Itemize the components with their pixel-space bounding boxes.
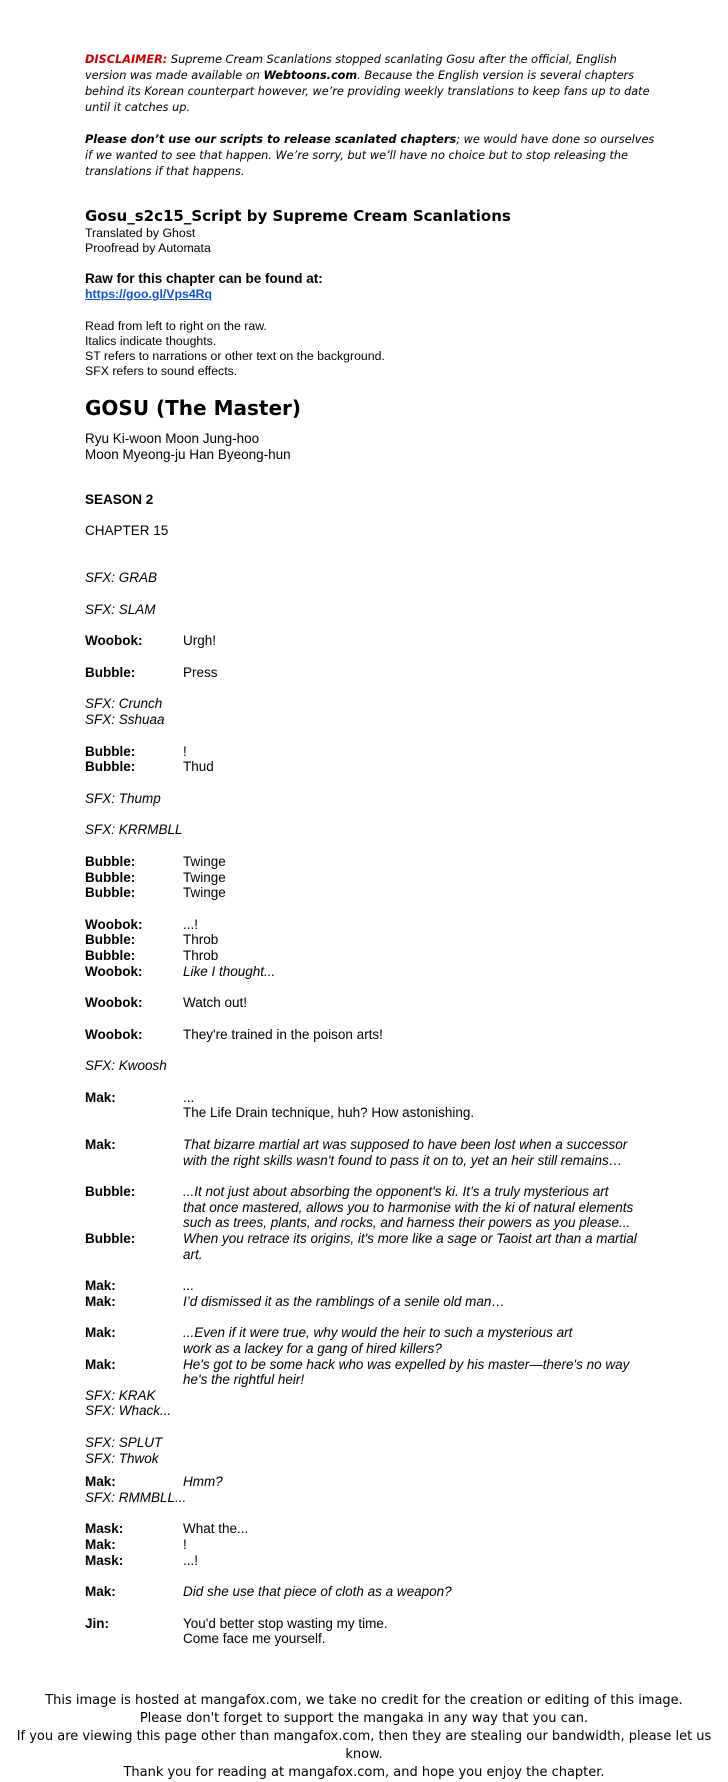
dialogue-line — [85, 917, 655, 933]
script-block — [85, 1278, 655, 1309]
script-block — [85, 822, 655, 838]
speaker-label: Mak: — [85, 1474, 116, 1490]
disclaimer-text-b: . Because the English version is several chapters behind its Korean counterpart however, we’re providing weekly translations to keep fans up to date until it catches up. — [85, 69, 650, 114]
disclaimer-warning-bold: Please don’t use our scripts to release scanlated chapters — [85, 133, 457, 146]
speaker-label: Mak: — [85, 1356, 116, 1372]
dialogue-text: Throb — [183, 932, 219, 948]
dialogue-line — [85, 1027, 655, 1043]
dialogue-line — [85, 885, 655, 901]
script-block — [85, 1435, 655, 1466]
reading-notes — [85, 319, 655, 379]
dialogue-text: When you retrace its origins, it's more like a sage or Taoist art than a martial art. — [183, 1231, 637, 1262]
script-block — [85, 1474, 655, 1505]
disclaimer-text-a: Supreme Cream Scanlations stopped scanlating Gosu after the official, English version was made available on — [85, 53, 617, 82]
dialogue-line — [85, 1521, 655, 1537]
dialogue-line — [85, 1584, 655, 1600]
dialogue-line — [85, 964, 655, 980]
script-block — [85, 633, 655, 649]
speaker-label: Woobok: — [85, 916, 143, 932]
dialogue-text: I’d dismissed it as the ramblings of a senile old man… — [183, 1293, 505, 1309]
dialogue-line — [85, 1474, 655, 1490]
speaker-label: Woobok: — [85, 995, 143, 1011]
sfx-line: SFX: Thwok — [85, 1450, 159, 1466]
speaker-label: Mak: — [85, 1278, 116, 1294]
script-block — [85, 1616, 655, 1647]
script-block — [85, 1090, 655, 1121]
dialogue-text: Hmm? — [183, 1474, 223, 1490]
raw-link[interactable]: https://goo.gl/Vps4Rq — [85, 287, 213, 301]
script-block — [85, 1584, 655, 1600]
script-title: Gosu_s2c15_Script by Supreme Cream Scanlations — [85, 207, 511, 225]
translator-credit: Translated by Ghost — [85, 226, 196, 240]
dialogue-line — [85, 759, 655, 775]
speaker-label: Mak: — [85, 1293, 116, 1309]
footer-line: Thank you for reading at mangafox.com, and hope you enjoy the chapter. — [123, 1765, 605, 1780]
note-line: ST refers to narrations or other text on the background. — [85, 349, 385, 363]
speaker-label: Bubble: — [85, 743, 136, 759]
sfx-line: SFX: Whack... — [85, 1403, 172, 1419]
speaker-label: Mask: — [85, 1521, 124, 1537]
sfx-line: SFX: KRRMBLL — [85, 822, 183, 838]
note-line: Italics indicate thoughts. — [85, 334, 217, 348]
dialogue-text: ...! — [183, 1552, 199, 1568]
dialogue-line — [85, 932, 655, 948]
dialogue-text: ... — [183, 1278, 195, 1294]
script-block — [85, 854, 655, 901]
footer-line: Please don't forget to support the mangaka in any way that you can. — [139, 1711, 589, 1726]
sfx-line: SFX: RMMBLL... — [85, 1489, 187, 1505]
speaker-label: Bubble: — [85, 947, 136, 963]
speaker-label: Bubble: — [85, 1184, 136, 1200]
disclaimer-paragraph — [85, 52, 655, 116]
dialogue-line — [85, 1325, 655, 1356]
script-block — [85, 1027, 655, 1043]
disclaimer-label: DISCLAIMER: — [85, 53, 168, 66]
sfx-line: SFX: SLAM — [85, 601, 156, 617]
script-block — [85, 1137, 655, 1168]
raw-heading: Raw for this chapter can be found at: — [85, 271, 323, 286]
script-block — [85, 1058, 655, 1074]
speaker-label: Bubble: — [85, 759, 136, 775]
dialogue-text: You'd better stop wasting my time. Come face me yourself. — [183, 1615, 388, 1647]
script-block — [85, 791, 655, 807]
script-block — [85, 744, 655, 775]
dialogue-text: ... The Life Drain technique, huh? How astonishing. — [183, 1089, 475, 1121]
series-title: GOSU (The Master) — [85, 396, 302, 420]
sfx-line: SFX: KRAK — [85, 1387, 156, 1403]
speaker-label: Bubble: — [85, 869, 136, 885]
script-block — [85, 570, 655, 586]
speaker-label: Bubble: — [85, 664, 136, 680]
script-block — [85, 1325, 655, 1419]
sfx-line: SFX: GRAB — [85, 570, 158, 585]
dialogue-line — [85, 1553, 655, 1569]
dialogue-line — [85, 948, 655, 964]
speaker-label: Mak: — [85, 1325, 116, 1341]
speaker-label: Mak: — [85, 1089, 116, 1105]
dialogue-text: What the... — [183, 1521, 249, 1537]
dialogue-line — [85, 665, 655, 681]
sfx-line: SFX: Thump — [85, 790, 161, 806]
dialogue-line — [85, 1357, 655, 1388]
dialogue-text: Twinge — [183, 869, 226, 885]
dialogue-line — [85, 854, 655, 870]
dialogue-text: They're trained in the poison arts! — [183, 1026, 383, 1042]
dialogue-text: Watch out! — [183, 995, 248, 1011]
dialogue-text: Press — [183, 664, 218, 680]
dialogue-line — [85, 1616, 655, 1647]
dialogue-text: ! — [183, 743, 187, 759]
dialogue-text: That bizarre martial art was supposed to have been lost when a successor with the right skills wasn't found to pass it on to, yet an heir still remains… — [183, 1137, 628, 1168]
dialogue-text: Throb — [183, 947, 219, 963]
dialogue-line — [85, 870, 655, 886]
dialogue-text: ...Even if it were true, why would the heir to such a mysterious art work as a lackey for a gang of hired killers? — [183, 1325, 573, 1356]
script-lines — [85, 570, 655, 1647]
dialogue-line — [85, 1537, 655, 1553]
script-block — [85, 665, 655, 681]
script-block — [85, 917, 655, 979]
dialogue-text: Did she use that piece of cloth as a weapon? — [183, 1584, 452, 1600]
cast-line: Moon Myeong-ju Han Byeong-hun — [85, 447, 291, 462]
speaker-label: Woobok: — [85, 633, 143, 649]
dialogue-text: Urgh! — [183, 633, 217, 649]
dialogue-line — [85, 1090, 655, 1121]
speaker-label: Bubble: — [85, 932, 136, 948]
dialogue-text: Thud — [183, 759, 214, 775]
speaker-label: Mask: — [85, 1552, 124, 1568]
script-block — [85, 995, 655, 1011]
sfx-line: SFX: SPLUT — [85, 1434, 163, 1450]
dialogue-line — [85, 1184, 655, 1231]
dialogue-text: ! — [183, 1536, 187, 1552]
footer-line: This image is hosted at mangafox.com, we take no credit for the creation or editing of this image. — [45, 1693, 683, 1708]
footer-line: If you are viewing this page other than mangafox.com, then they are stealing our bandwidth, please let us know. — [16, 1729, 712, 1762]
speaker-label: Woobok: — [85, 963, 143, 979]
sfx-line: SFX: Kwoosh — [85, 1058, 167, 1074]
dialogue-text: ...It not just about absorbing the opponent's ki. It’s a truly mysterious art that once mastered, allows you to harmonise with the ki of natural elements such as trees, plants, and rocks, and harness their powers as you please... — [183, 1184, 634, 1231]
dialogue-line — [85, 1278, 655, 1294]
speaker-label: Jin: — [85, 1615, 110, 1631]
sfx-line: SFX: Crunch — [85, 696, 163, 712]
webtoons-link-text: Webtoons.com — [263, 69, 358, 82]
cast-line: Ryu Ki-woon Moon Jung-hoo — [85, 431, 260, 446]
speaker-label: Bubble: — [85, 853, 136, 869]
season-heading: SEASON 2 — [85, 492, 154, 507]
dialogue-text: He's got to be some hack who was expelled by his master—there's no way he's the rightful heir! — [183, 1356, 630, 1388]
chapter-heading: CHAPTER 15 — [85, 523, 169, 538]
note-line: Read from left to right on the raw. — [85, 319, 267, 333]
speaker-label: Bubble: — [85, 1231, 136, 1247]
dialogue-line — [85, 744, 655, 760]
dialogue-line — [85, 633, 655, 649]
hosting-footer — [0, 1692, 728, 1782]
speaker-label: Mak: — [85, 1137, 116, 1153]
speaker-label: Mak: — [85, 1536, 116, 1552]
note-line: SFX refers to sound effects. — [85, 364, 238, 378]
dialogue-text: Twinge — [183, 853, 226, 869]
speaker-label: Bubble: — [85, 885, 136, 901]
disclaimer-warning-text: ; we would have done so ourselves if we wanted to see that happen. We’re sorry, but we’ll have no choice but to stop releasing the translations if that happens. — [85, 133, 655, 178]
script-block — [85, 696, 655, 727]
script-block — [85, 602, 655, 618]
dialogue-line — [85, 995, 655, 1011]
disclaimer-warning — [85, 132, 655, 180]
dialogue-text: ...! — [183, 916, 199, 932]
speaker-label: Mak: — [85, 1584, 116, 1600]
dialogue-line — [85, 1294, 655, 1310]
dialogue-line — [85, 1137, 655, 1168]
dialogue-text: Twinge — [183, 885, 226, 901]
sfx-line: SFX: Sshuaa — [85, 711, 165, 727]
speaker-label: Woobok: — [85, 1026, 143, 1042]
dialogue-line — [85, 1231, 655, 1262]
proofreader-credit: Proofread by Automata — [85, 241, 211, 255]
script-block — [85, 1521, 655, 1568]
dialogue-text: Like I thought... — [183, 963, 276, 979]
cast-list — [85, 431, 655, 463]
script-block — [85, 1184, 655, 1262]
script-page — [85, 52, 655, 1647]
